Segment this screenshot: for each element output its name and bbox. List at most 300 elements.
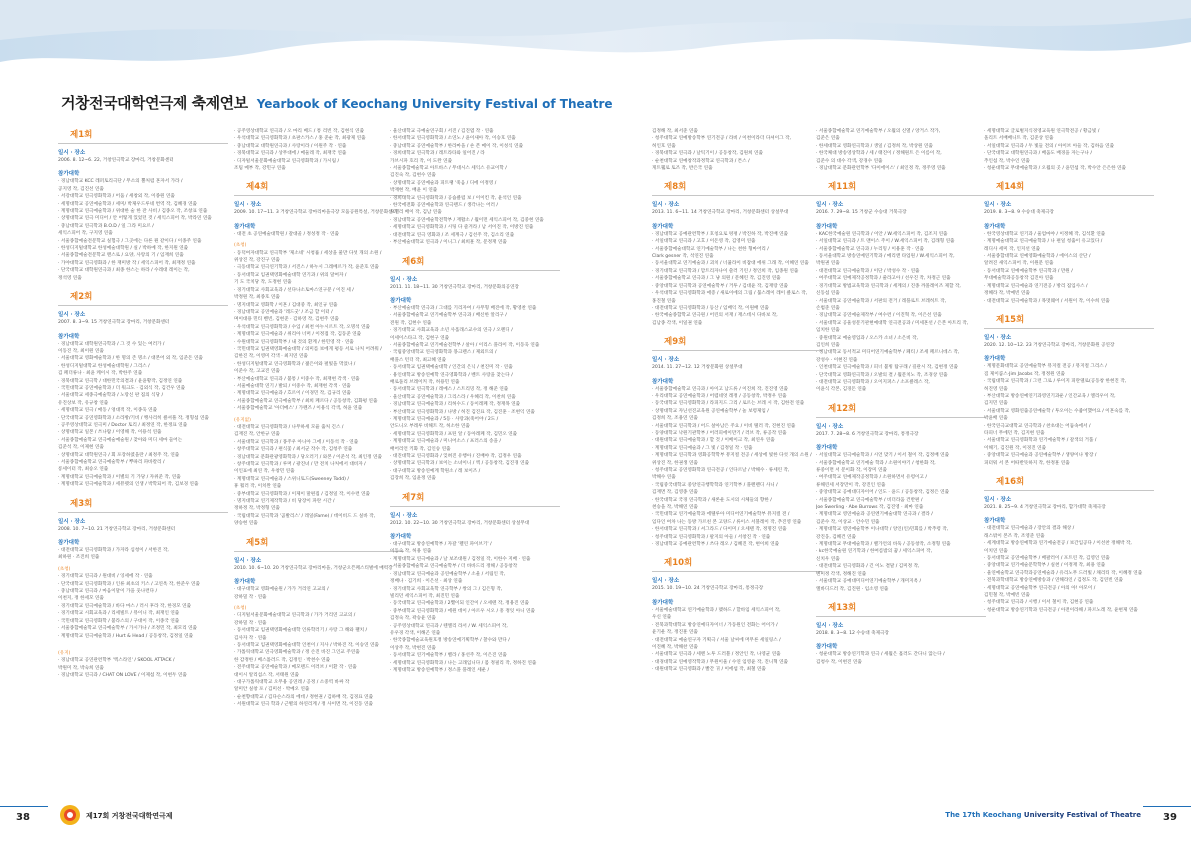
entry-line: · 경남대학교 공예관련학부 / 호칭요로 펑펑 / 박진하 작, 박진배 연출 xyxy=(652,231,788,237)
entry-line: · 단국대학교 대학원연극과 / 최종 한스는 하라 / 수레대 레이는 작, xyxy=(58,268,190,274)
column-5 xyxy=(816,128,986,796)
page-title xyxy=(61,92,613,113)
entry-line: · 계명대학교 연극예술과 / 위리아 너머 / 이정접 작, 김동준 연출 xyxy=(234,332,362,338)
entry-line: · 대전 초 공연예술대학원 / 갈대골 / 정성정 작 · 연출 xyxy=(234,231,339,237)
title-english: Yearbook of Keochang University Festival of Theatre xyxy=(256,97,613,111)
edition-date: 2016. 7. 29~8. 15 거창군 수승대 거북극장 xyxy=(816,210,907,216)
entry-line: · 서울대학교 영화연출공연예술학 / 투오이는 수줍어했어요 / 이혼숙를 작, xyxy=(984,408,1131,414)
entry-line: · 서울종합예술대학교 연기예술학부 / 나는 천한 형마어리 / xyxy=(652,246,769,252)
entry-line: · 충남대학교 연극학과 B.O.D / 일 그라 미요르 / xyxy=(58,223,154,229)
entry-line: · 가톨릭대학교 연극영화예술학과 / 정 손진 바진 그인교 주연출 xyxy=(234,650,360,656)
entry-line: 김재면 작, 김영종 연출 xyxy=(652,490,698,496)
entry-line: · 서울종합예술학교 연극과 / 그 냥 의원 / 문혜린 작, 김진영 연출 xyxy=(652,276,781,282)
entry-line: · 국립대학교 연극학과 / 그런 그로 / 루이지 피란델로(공동창 한현진 작, xyxy=(984,379,1127,385)
entry-line: · 부산대학교 연극영화학과 / 나방 / 허진 김진표 작, 김진훈 · 조현익 연출 xyxy=(390,409,535,415)
entry-line: · 서울대학교 연극영화학과 연기예술학부 / 갈색의 거품 / xyxy=(984,438,1097,444)
entry-line: 박해수 연출 xyxy=(652,475,676,481)
entry-line: · 국민대학교 연기예술학과 에텔루아 미디어연기예술학부 뮤지컬 전 / xyxy=(652,512,790,518)
entry-line: 배플스 턴더 작, 최고혜 연출 xyxy=(390,357,447,363)
entry-line: · 서울종합예술학교 아트바스 / 무대시스 세익스 유교이학 / xyxy=(390,166,507,172)
entry-line: · 수원대학교 연극영화학부 / 내 것의 환계 / 한민영 작 · 연출 xyxy=(234,339,354,345)
footer-right-bold: The 17th Keochang xyxy=(945,811,1022,819)
date-place-label: 일시 · 장소 xyxy=(984,202,1012,209)
entry-line: · 서울종합대학교 연예영화예술학과 / 에이스의 산단 / xyxy=(984,254,1091,260)
footer-right-text xyxy=(945,811,1141,819)
participants-label: 참가대학 xyxy=(816,223,838,230)
entry-line: 김준수 의 대수 각색, 강경수 연출 xyxy=(816,158,883,164)
entry-line: 김진숙 작, 김현수 연출 xyxy=(390,173,436,179)
entry-line: 김 페더류나 · 최윤 케이시 작, 박한주 연출 xyxy=(58,371,143,377)
entry-line: · 서울종합예술전문학교 실험극 / 그곳에는 다른 뭔 같이다 / 이종주 연출 xyxy=(58,238,202,244)
entry-line: 손범준 연출 xyxy=(816,305,840,311)
edition-heading: 제7회 xyxy=(390,493,560,507)
entry-line: · 디지털서울문화예술대학교 연극학과 / 가가 거리연 고교의 / xyxy=(234,613,356,619)
entry-line: 타피너 무에던 작, 김지현 연출 xyxy=(984,430,1045,436)
entry-line: 김장희 작, 임윤정 연출 xyxy=(390,476,436,482)
entry-line: 류해린세 서장만이 작, 강진인 연출 xyxy=(816,482,886,488)
entry-line: · 한국대학교 국경 연극학과 / 새론운 도시의 시체들의 향한 / xyxy=(652,497,772,503)
entry-line: · 부산예술대학교 연극과 / 이니그 / 최희훈 작, 문정재 연출 xyxy=(390,240,507,246)
entry-line: · 동양대학교 낙원기관학부 / 어러피에이만기 / 러브 작, 류공작 연출 xyxy=(652,430,787,436)
participants-label: 참가대학 xyxy=(816,644,838,651)
entry-line: · 청주대학교 연극과 / 시행 / 이서 철이 작, 김현공 연출 xyxy=(984,600,1094,606)
entry-line: · 우석대학교 연극영화학과 / 수입 / 최천 아누시르트 작, 오명석 연출 xyxy=(234,324,370,330)
left-page xyxy=(58,128,634,796)
entry-line: 김민철 작, 박예빈 연출 xyxy=(984,593,1030,599)
entry-line: 허인호 연출 xyxy=(652,143,676,149)
entry-line: · 인천대학교 연극예술학과 / 피너 불빙 탐구래 / 길관시 작, 김현정 연출 xyxy=(816,365,958,371)
entry-line: · 순천향대학교 / 김다슨스라의 에데 / 정현권 / 김하배 작, 김경표 연출 xyxy=(234,694,374,700)
entry-line: · 중앙대학교 연극예술과 공연예술학부 / 생양이나 방장 / xyxy=(984,453,1097,459)
entry-line: · KAC한국예술원 연극학과 / 이안 / W.세익스피어 작, 김조지 연출 xyxy=(816,231,948,237)
entry-line: 공지영 작, 김진선 연출 xyxy=(58,186,104,192)
edition-date: 2011. 11. 18~11. 30 거창연극학교 장마리, 거창문화의공연장 xyxy=(390,284,519,290)
entry-line: · 극동대학교 연극연기학과 / 서진스 / 하누시 그레베르가 작, 윤준호 연출 xyxy=(234,265,379,271)
date-place-label: 일시 · 장소 xyxy=(58,312,86,319)
entry-line: · 한국체대 방송영상학과 / 세 / 태진이 / 정해원트 은 이름이 작, xyxy=(816,151,942,157)
header-banner xyxy=(0,0,1191,68)
entry-line: · 서일대학교 연극예술학과 / 시언 맞기 / 이서 철이 작, 김정배 연출 xyxy=(816,453,950,459)
edition-heading: 제11회 xyxy=(816,182,986,196)
entry-line: 정혜라 작, 박예빈 연출 xyxy=(984,291,1030,297)
entry-line: · 계명대학교 연극예술학과 / 이별의 기 가당 / 자위준 작, 연출 xyxy=(58,474,181,480)
entry-line: · 경남대학교 문화관련학부 '다이에이스' / 최인정 작, 정주영 연출 xyxy=(816,166,946,172)
entry-line: · 서울대학교 공예대미디어연기예술학부 / 개미지옥 / xyxy=(816,579,922,585)
entry-line: (유지) xyxy=(58,650,71,656)
entry-line: 김재진 작, 안한규 연출 xyxy=(234,432,280,438)
entry-line: · 대전대학교 연극영화학과 / 등산 / 임배익 작, 이원배 연출 xyxy=(652,305,769,311)
entry-line: · 한성디지털대학교 한성예술대학원 / 실 / 박하예 작, 한지원 연출 xyxy=(58,246,189,252)
entry-line: · 중앙대학교 연극학과 공연예술학부 / 거투 / 김대윤 작, 김재랑 연출 xyxy=(652,283,788,289)
entry-line: 박윤배 연출 xyxy=(984,416,1008,422)
page-number-left: 38 xyxy=(16,812,30,823)
entry-line: · 상명대학교 연극 미디어 / 안 어떻게 있었던 것 / 세익스피어 작, 박라연 연출 xyxy=(58,216,212,222)
entry-line: · 상명대학교 자닌선진교육원 공연예술학부 / 놀 보령제임 / xyxy=(652,408,769,414)
entry-line: · 대구대학교 방송연예학부 / 자갈 '펠린 파이브기' / xyxy=(390,542,492,548)
entry-line: · 서울종합예술학교 연극예술학부 / 최희 페르다 / 공동창작, 김화평 연출 xyxy=(234,398,378,404)
entry-line: 이치연 연출 xyxy=(984,548,1008,554)
entry-line: · 국립중국대학교 중앙연극행학학과 연기학부 / 플렌렌디 사니 / xyxy=(652,482,778,488)
entry-line: · 세명대학교 연극영화학과 / 시팅 다 즐겨라 / 남 서이진 작, 이방진 연출 xyxy=(390,225,534,231)
entry-line: · 경남대학교 문화관광영화학과 / 당오러기 / 와본 / 이준석 작, 최인정 연출 xyxy=(234,454,382,460)
entry-line: · 중부대학교 연극영화학과 / 이제이 말편집 / 김정일 작, 이수련 연출 xyxy=(234,491,370,497)
entry-line: 며이대용 민티 벤빈, 김현준 · 김하영 작, 김현주 연출 xyxy=(234,317,339,323)
entry-line: · 서울대학교 공연예술학과 / 서판의 전거 / 레플로트 브레히트 작, xyxy=(816,298,947,304)
entry-line: 김준은 연출 xyxy=(816,136,840,142)
entry-line: · 중원대학교 예술영업과 / 오스카 소녀 / 소은비 작, xyxy=(816,335,919,341)
edition-heading: 제14회 xyxy=(984,182,1154,196)
entry-line: 천승을 작, 박해연 연출 xyxy=(652,505,698,511)
entry-line: · 계명문화대학교 공연예술학부 뮤지컬 전공 / 뮤지컬 그리스 / xyxy=(984,364,1107,370)
entry-line: · 서울종합예술학교 연기예술 학과 / 소원이야기 / 청한화 작, xyxy=(816,460,936,466)
edition-date: 2018. 8. 3~8. 12 수승대 축제극장 xyxy=(816,630,889,636)
entry-line: · 경기대학교 방법교육학과 연극학과 / 세계의 / 진종 까몰레이즈 제할 작, xyxy=(816,283,961,289)
entry-line: · 디자털서울문화예술대학교 연극영화학과 / 가시림 / xyxy=(234,158,340,164)
participants-label: 참가대학 xyxy=(984,356,1006,363)
entry-line: 강하밀 작 · 연출 xyxy=(234,620,267,626)
entry-line: 김지민 연출 xyxy=(984,401,1008,407)
entry-line: 김준수 작, 이상교 · 안수민 연출 xyxy=(816,519,880,525)
edition-heading: 제1회 xyxy=(58,130,228,144)
entry-line: · 청주대학교 공연영화학과 연극전공 / 인다르날 / 박해수 · 류세린 작, xyxy=(652,468,790,473)
entry-line: · 대진대학교 연극영화과 / 잊혀진 유행아 / 진배야 작, 김정우 연출 xyxy=(390,454,522,460)
entry-line: (초청) xyxy=(58,566,71,572)
entry-line: · 국립중앙대학교 연극영화학과 몽크렌스 / 제외트의 / xyxy=(390,350,497,356)
entry-line: · 울산대학교 극예술연구회 / 서진 / 김진엽 작 · 연출 xyxy=(390,129,494,134)
entry-line: · 대구대학교 방송연예계 학원소 / 레 보이즈 / xyxy=(390,468,481,474)
entry-line: 강성수 · 이현진 연출 xyxy=(816,357,858,363)
edition-heading: 제5회 xyxy=(234,538,404,552)
entry-line: · 서울종합예술학교 연기예술학부 / 오월의 신열 / 앙거스 작가, xyxy=(816,129,941,134)
entry-line: 올리트 서배배니트 작, 김준상 연출 xyxy=(984,136,1054,142)
entry-line: · 경남대학교 KCC 레퍼토리극단 / 무소의 뿔처럼 혼자서 가라 / xyxy=(58,179,183,185)
entry-line: · 서울종합예술학교 연극과 / 아이고 남드류 / 이진희 작, 진진영 연출 xyxy=(652,386,788,392)
edition-heading: 제6회 xyxy=(390,257,560,271)
entry-line: · 서울대학교 영화예술학과 / 한 명의 존 명소 / 대본어 외 작, 임준돈 연출 xyxy=(58,356,203,362)
entry-line: · 계명대학교 연극예술과 연기전공 / 방리 집입사스 / xyxy=(984,283,1088,289)
entry-line: · 경남대학교 공연예술과 '레드굿' / 조금 할 이터 / xyxy=(234,309,333,315)
date-place-label: 일시 · 장소 xyxy=(652,357,680,364)
festival-logo-icon xyxy=(60,805,80,825)
entry-line: · 계명대학교 연극예술과 / 흐르이 / 이경민 작, 김규리 연출 xyxy=(234,391,351,397)
entry-line: · 계명대학교 영연예술과 공연엔기예술대학 연극과 / 결라 / xyxy=(816,512,933,518)
entry-line: 배로돌리 브레이커 작, 허용민 연출 xyxy=(390,379,460,385)
entry-line: · 동서대학교 공연예술학부 / 배팔러이 / 포트린 작, 김영인 연출 xyxy=(984,556,1110,562)
entry-line: 임치한 연출 xyxy=(816,328,840,334)
entry-line: · 계명예술대학교 연극예술학과 / 나 편일 청출이 유고있다 / xyxy=(984,239,1103,245)
entry-line: · 계명대학교 무대예술학과 / 밸가언의 바둑 / 공동창작, 소정형 연출 xyxy=(816,542,951,548)
edition-date: 2012. 10. 22~10. 30 거창연극학교 장마리, 거창문화센터 상설무대 xyxy=(390,520,530,526)
entry-line: · 서울대학교 공울성문기관현예대학 연극전공과 / 미세혼선 / 은본 아트리 작, xyxy=(816,320,969,326)
entry-line: · 동서울대학교 연기예술과 / 괴치 / 너뮬라이 비잡대 에위 그래 작, 이혜연 연출 xyxy=(652,261,809,267)
entry-line: 최하원 · 조진희 연출 xyxy=(58,555,100,561)
entry-line: · 한서대학교 연극학과 / 셔그라드 / 다이미 / 오세텐 작, 정명진 연출 xyxy=(652,527,787,533)
entry-line: · 경남대학교 동서적교 미디어연기예술학부 / 폐티 / 조세 페르니데스 작, xyxy=(816,350,960,356)
entry-line: · 한국영상대학교 연기과 / 울엄마야 / 이정혜 작, 김석환 연출 xyxy=(984,231,1106,237)
participants-label: 참가대학 xyxy=(58,171,80,178)
title-korean: 거창전국대학연극제 축제연보 xyxy=(61,94,248,112)
entry-line: · 중앙대학교 공예대디자이어 / 인도 · 윤드 / 공동창작, 김정은 연출 xyxy=(816,490,950,496)
entry-line: · 울산대학교 공연예술학과 / 그리스라 / 우혜리 작, 이찬희 연출 xyxy=(390,394,516,400)
entry-line: 박재현 작, 배윤 이 연출 xyxy=(390,188,438,194)
entry-line: · 대구대학교 영화예술원 / 가가 거리연 고교의 / xyxy=(234,587,329,593)
entry-line: · 순천대학교 연예창작과정학교 연극학과 / 튼스 / xyxy=(652,158,750,164)
edition-date: 2013. 11. 6~11. 14 거창연극학교 장마리, 거창문화센터 상설무대 xyxy=(652,210,789,216)
entry-line: · 경북대학교 연극과 / 상무대에 / 메둘레 작, 최재국 연출 xyxy=(234,151,347,157)
edition-heading: 제10회 xyxy=(652,558,822,572)
entry-line: 가브시파 호리 작, 이 도완 연출 xyxy=(390,158,453,164)
edition-date: 2017. 7. 28~8. 6 거창연극학교 장마리, 통정극장 xyxy=(816,431,919,437)
entry-line: · 서일대학교 연극과 / 두 빛들 전의 / 아이브 아들 작, 김하음 연출 xyxy=(984,143,1115,149)
entry-line: · 전주대학교 공연예술학과 / 메모랜드 이러브 / 이환 작 · 연출 xyxy=(234,665,357,671)
entry-line: · 단국대학교 연극영화학과 / 인류 최초의 키스 / 고연옥 작, 한준우 연출 xyxy=(58,581,200,587)
entry-line: · 창주대학교 연극학과 / 루머 / 광진녀 / 만 전치 나처에서 대비자 / xyxy=(234,462,366,468)
entry-line: 우신 연출 xyxy=(652,615,672,621)
entry-line: · 계명대학교 연극예술과 / 미니어소스 / 프러스의 송을 / xyxy=(390,439,501,445)
entry-line: · 서울대학교 연극학과 / 몽주우 아니아 그에 / 이동석 작 · 연출 xyxy=(234,439,359,445)
edition-heading: 제3회 xyxy=(58,499,228,513)
entry-line: 김준석 작, 이제현 연출 xyxy=(58,445,104,451)
entry-line: · 동국대학교 연극영화학과 / 라피지드 그리 / 로르는 브레 시 작, 김한전 연출 xyxy=(652,401,805,407)
entry-line: · 계명대학교 영연예술학부 이나대학 / 앙인(인)민회를 / 박추령 작, xyxy=(816,527,949,533)
entry-line: 휴 휠러 작, 이치완 연출 xyxy=(234,484,282,490)
entry-line: · 대전대학교 연극영화학과 / 가자라 심청이 / 서한진 작, xyxy=(58,548,169,554)
entry-line: 이천지, 정 한세모 연출 xyxy=(58,596,104,602)
entry-line: 윤기운 작, 정진훈 연출 xyxy=(652,630,698,636)
edition-date: 2020. 12. 10~12. 23 거창연극학교 장마리, 거창문화원 공연장 xyxy=(984,342,1115,348)
entry-line: 김정희 작, 조용연 연출 xyxy=(652,416,698,422)
participants-label: 참가대학 xyxy=(390,297,412,304)
entry-line: · 서울종합예술학교 '아더메스' / 가렌즈 / 이용식 각색, 허윤 연출 xyxy=(234,406,363,412)
entry-line: 이해기, 김진원 작, 이경진 연출 xyxy=(984,445,1047,451)
entry-line: 박정원 작, 최종호 연출 xyxy=(234,295,280,301)
entry-line: · 상명대학교 공연예술과 피트랭 '죽음 / 디에 이정영 / xyxy=(390,180,497,186)
entry-line: 위상진 작, 한권생 연출 xyxy=(652,460,698,466)
entry-line: 김인희 연출 xyxy=(816,342,840,348)
entry-line: 게트웰로 토즈 작, 반은국 연출 xyxy=(652,166,713,172)
entry-line: 오헬리 배이 작, 김남 연출 xyxy=(390,210,442,216)
entry-line: 유진상보 작, 유규창 연출 xyxy=(58,400,109,406)
column-3 xyxy=(390,128,560,796)
entry-line: · 대전대학교 연극영화과 / 긴 이노 결말 / 김미정 작, xyxy=(816,564,920,570)
edition-date: 2019. 8. 3~8. 9 수승대 축제극장 xyxy=(984,210,1054,216)
edition-heading: 제8회 xyxy=(652,182,822,196)
entry-line: 강하밀 작 · 연출 xyxy=(234,594,267,600)
entry-line: · 중앙대학교 연기예술문학학부 / 실천 / 이정재 작, 최용 연출 xyxy=(984,563,1106,569)
entry-line: · 대원대학교 연극영화과 / 빨간 귀 / 이에섭 작, 최철 연출 xyxy=(652,667,766,673)
edition-date: 2010. 10. 6~10. 20 거창연극학교 장마리마을, 거창군오픈페스티벌에 매력장 xyxy=(234,565,393,571)
entry-line: · 상명대학교 연극학과 / 보이는 소녀이니 / 엑 / 공동창작, 김진경 연출 xyxy=(390,461,530,467)
entry-line: 추인섭 작, 박수인 연출 xyxy=(984,158,1030,164)
entry-line: 이동숙 작, 허용 연출 xyxy=(390,549,432,555)
date-place-label: 일시 · 장소 xyxy=(816,622,844,629)
entry-line: · 대전대학교 연극예술학과 / 목멋웨어 / 서원이 작, 이수희 연출 xyxy=(984,298,1110,304)
date-place-label: 일시 · 장소 xyxy=(390,512,418,519)
date-place-label: 일시 · 장소 xyxy=(816,423,844,430)
entry-line: 이세이스타크 작, 김현구 연출 xyxy=(390,335,450,341)
entry-line: 양승현 연출 xyxy=(234,521,258,527)
entry-line: 박원미 작, 박숙희 연출 xyxy=(58,665,104,671)
participants-label: 참가대학 xyxy=(234,223,256,230)
entry-line: 배어리언 키화 작, 김인승 연출 xyxy=(390,446,451,452)
entry-line: 이인표에 최연 작, 우창민 연출 xyxy=(234,469,295,475)
entry-line: 위상진 작, 강진구 연출 xyxy=(234,258,280,264)
column-6 xyxy=(984,128,1154,796)
entry-line: · 명지대학교 영화학 / 이혼 / 김대중 작, 최인규 연출 xyxy=(234,302,338,308)
entry-line: 이상주 작, 박현진 연출 xyxy=(390,645,436,651)
entry-line: · 경희대학교 연극학과 / 레트라타와 일어진 / 라 xyxy=(390,151,485,157)
entry-line: Joe Swerling · Abe Burrows 작, 김진영 · 최마 연출 xyxy=(816,505,924,511)
entry-line: · 충남대학교 대학원연극과 / 사랑이라 / 이원주 작 · 연출 xyxy=(234,143,347,149)
entry-line: · 한서대학교 연극영화학과 / 소연노 / 윤이새아 작, 이승호 연출 xyxy=(390,136,516,142)
date-place-label: 일시 · 장소 xyxy=(984,497,1012,503)
entry-line: · 계명대학교 연극예술학과 / 세뮤렛의 인생 / 박학되어 작, 김보경 연출 xyxy=(58,482,199,488)
entry-line: · 공주영상대학교 연극미 / Doctor 토리 / 최정연 작, 한정표 연출 xyxy=(58,422,188,428)
participants-label: 참가대학 xyxy=(652,223,674,230)
date-place-label: 일시 · 장소 xyxy=(58,518,86,525)
date-place-label: 일시 · 장소 xyxy=(816,202,844,209)
entry-line: · 가야대학교 연극영화과 / 한 재미방 작 / 세익스피어 작, 최재정 연출 xyxy=(58,260,196,266)
entry-line: · 경기대학교 사회교육학 연극학부 / 쌍의 그 / 김은형 작, xyxy=(390,586,503,592)
entry-line: 강진웅, 김혜건 연출 xyxy=(816,534,856,540)
date-place-label: 일시 · 장소 xyxy=(652,578,680,585)
entry-line: · 계명대학교 연극예술학과 / Hurt & Head / 공동창작, 김정일 연출 xyxy=(58,633,194,639)
participants-label: 참가대학 xyxy=(390,534,412,541)
edition-date: 2009. 10. 17~11. 3 거창연극학교 장마리마을극장 모둠공원특설, 거창문화센터 xyxy=(234,210,398,216)
date-place-label: 일시 · 장소 xyxy=(652,202,680,209)
entry-line: · 세명대학교 공연예술학부 연극전공 / 아의 아! 아모이 / xyxy=(984,585,1096,591)
entry-line: 알미안 실창 포 / 김미선 · 박예오 연출 xyxy=(234,687,310,693)
entry-line: · 경남대학교 공연예술제작부 / 여수련 / 이진혁 작, 이은선 연출 xyxy=(816,313,942,319)
entry-line: (초청) xyxy=(234,605,247,611)
date-place-label: 일시 · 장소 xyxy=(234,557,262,564)
entry-line: 변미정 각색, 정해진 연출 xyxy=(816,571,867,577)
entry-line: · 청운대학교 방송연기학과 연극전공 / 아전이라해 / 파르노레 작, 윤현제 연출 xyxy=(984,607,1138,613)
entry-line: (초청) xyxy=(234,243,247,249)
entry-line: · 서울종합예술학교 연극과 / 누리밍 / 이용훈 작 · 연출 xyxy=(816,246,924,252)
entry-line: · 세명대학교 연극영화학과 / 프틴 알 / 동아레페 작, 김민오 연출 xyxy=(390,431,518,437)
entry-line: · 한성디지털대학교 연극영화학과 / 젊은이와 펄빛을 먹었나 / xyxy=(234,361,356,367)
entry-line: · 서일대학교 연극과 / 고흐 / 이돈영 작, 김영미 연출 xyxy=(652,239,756,245)
participants-label: 참가대학 xyxy=(58,540,80,547)
entry-line: 김청수 작, 이현진 연출 xyxy=(816,659,862,665)
entry-line: · 공주영상대학교 연극과 / 텐엘리 라서 / W. 세익스피어 작, xyxy=(390,623,508,629)
participants-label: 참가대학 xyxy=(652,378,674,385)
entry-line: 빌리던 세익스피어 작, 최진민 연출 xyxy=(390,593,460,599)
participants-label: 참가대학 xyxy=(816,445,838,452)
entry-line: · 여주대학교 연예제작공정학과 / 줄라고아 / 선우진 작, 차정근 연출 xyxy=(816,276,951,282)
entry-line: · 대전대학교 연극 영화과 / 조 세계극 / 김선주 작, 김소리 연출 xyxy=(390,232,515,238)
column-4 xyxy=(652,128,822,796)
entry-line: · 부산예술대학 연극과 / 그대를 기리자여 / 사무형 배진에 작, 황영찬 연출 xyxy=(390,305,537,311)
entry-line: · 창주대학교 연극과 / 편식꽃 / 최서군 작수 작, 김청주 연출 xyxy=(234,447,353,453)
entry-line: · 경남대학교 공연에술학전학부 / 재활소 / 월이먼 세익스피어 작, 김중현 연출 xyxy=(390,217,544,223)
entry-line: 이동진 작, 최이원 연출 xyxy=(58,348,104,354)
entry-line: · 경남대학교 연극예술과 공연예술학부 / 소울 / 서림인 작, xyxy=(390,571,506,577)
entry-line: · 부산예술대학교 연극과 / 불통 / 이중수 작, 최재현 각색 · 연출 xyxy=(234,376,360,382)
date-place-label: 일시 · 장소 xyxy=(58,150,86,156)
entry-line: 김정해 작, 최서준 연출 xyxy=(652,129,698,134)
entry-line: 임다인 여차 나는 동방 가르친 본 고양드 / 류이스 서블레이 작, 추진영 연출 xyxy=(652,519,802,525)
date-place-label: 일시 · 장소 xyxy=(984,334,1012,341)
entry-line: · 동서대학교 임권택영화예술대학 인류학러기 / 사랑 그 해와 팰치 / xyxy=(234,628,368,634)
entry-line: · 서원대학교 연극 학과 / 근별의 하연리계 / 정 사이면 작, 이진동 연출 xyxy=(234,702,373,708)
footer-rule-left xyxy=(0,806,48,807)
entry-line: 짐 제이콥스·Jim Jacobs 작, 정정원 연출 xyxy=(984,371,1065,377)
entry-line: · 동서대학교 임권택예술대학 / 인간의 은닉 / 천진미 작 · 연출 xyxy=(390,365,513,371)
entry-line: 이진혜 작, 박해찬 연출 xyxy=(652,644,698,650)
entry-line: · 서울대학교 연극과 / 세멘 노투 드러블 / 정안인 작, 나영균 연출 xyxy=(652,652,781,658)
edition-date: 2021. 8. 25~9. 4 거창연극학교 장마리, 합가대학 축제극장 xyxy=(984,505,1106,510)
participants-label: 참가대학 xyxy=(234,579,256,586)
column-2 xyxy=(234,128,404,796)
edition-heading: 제4회 xyxy=(234,182,404,196)
entry-line: 홍진철 연출 xyxy=(652,298,676,304)
entry-line: · 서울종합예술학교 연극예술예술원 / 찾아와 미디 세마 들어는 xyxy=(58,437,183,443)
entry-line: · 경남대학교 연극과 / CHAT ON LOVE / 이제섭 작, 이현두 연출 xyxy=(58,673,187,679)
entry-line: · 경기대학교 연극예술학과 / 바다 마스 / 러시 후라 작, 한경모 연출 xyxy=(58,603,192,609)
entry-line: · 서울종합예술학교 연극예술학부 / 뿌따리 파바칼리 / xyxy=(58,460,165,465)
entry-line: · 계명대학교 방송연예학부 / 정스플 플레인 세운 / xyxy=(390,667,490,673)
footer-right-rest: University Festival of Theatre xyxy=(1021,811,1141,819)
entry-line: · 동서대학교 임권택영화예술대학 연기과 / 위의 달여자 / xyxy=(234,272,347,278)
edition-heading: 제13회 xyxy=(816,603,986,617)
entry-line: · 경북대학교 연극과 / 날틱기이 / 공동창작, 김원희 연출 xyxy=(652,151,763,157)
entry-line: · 상명대학교 대학원연극 / 회 포장하였을란 / 최정주 작, 연출 xyxy=(58,452,180,458)
edition-date: 2006. 8. 12~6. 22, 거창연극학교 장마리, 거창문화센터 xyxy=(58,158,174,163)
entry-line: · 단국대학교 대학원연극과 / 배움도 배경을 자는구나 / xyxy=(984,151,1092,157)
entry-line: · 경기대학교 시회교육과 / 리세빌트 / 뮤이니 작, 최재인 연출 xyxy=(58,611,180,617)
entry-line: 전원 작, 김현수 연출 xyxy=(390,320,432,326)
entry-line: · 계명대학교 연극예술과 / 스위니토드(Sweeney Todd) / xyxy=(234,476,349,482)
entry-line: · kc한국예술원 연기학과 / 한여름밤의 꿈 / 세익스피어 작, xyxy=(816,549,933,555)
entry-line: 롱세이터 작, 최승오 연출 xyxy=(58,467,109,473)
edition-date: 2014. 11. 27~12. 12 거창문화원 상설무대 xyxy=(652,365,743,371)
edition-date: 2007. 8. 3~9. 15 거창연극학교 장마리, 거창문화센터 xyxy=(58,320,170,326)
entry-line: · 동덕여자대학교 연극학부 '제소네' 시청률 / 세상을 물만 다섯 개의 소원 / xyxy=(234,250,382,256)
entry-line: · 경희대학교 연극영화학과 / 공습클럽 보 / 이이킨 작, 윤석인 연출 xyxy=(390,195,522,201)
entry-line: · 여주대학교 연예제작공정학과 / 소원하면서 유령이고 / xyxy=(816,475,927,481)
entry-line: · 서울종합예술전문학교 맨스로 / 요양, 사랑의 기 / 임재희 연출 xyxy=(58,253,184,259)
edition-heading: 제15회 xyxy=(984,315,1154,329)
entry-line: · 대경대학교 연예영작학과 / 무원이울 / 수연 임영윤 작, 진니혁 연출 xyxy=(652,659,788,665)
column-1 xyxy=(58,128,228,796)
edition-date: 2008. 10. 7~10. 21 거창연극학교 장마리, 거창문화센터 xyxy=(58,526,176,532)
page-number-right: 39 xyxy=(1163,812,1177,823)
footer-rule-right xyxy=(1143,806,1191,807)
entry-line: 정배나 · 김기희 · 이은선 · 최상 연출 xyxy=(390,579,463,585)
right-page xyxy=(640,128,1191,796)
entry-line: · 동서대학교 연예예술학부 연극학과 / 만원 / xyxy=(984,268,1073,274)
entry-line: 래스밖이 본즈 작, 조영준 연출 xyxy=(984,533,1045,539)
entry-line: 정석영 연출 xyxy=(58,275,82,281)
entry-line: · 용인대학교 방송연예학 연극영화학과 / 벤트 사랑을 찾는다 / xyxy=(390,372,513,378)
entry-line: · 한국예술종합학교 연극원 / 어린의 서재 / 재스데시 다바보 작, xyxy=(652,313,778,319)
entry-line: 정하정 작, 박정형 연출 xyxy=(234,506,280,512)
entry-line: · 경기대학교 연극학과 / 맘트리자나이 쓸러 기린 / 정인희 작, 임종원 연출 xyxy=(652,268,799,274)
entry-line: · 동서울대학교 방송연예연기학과 / 메리앤 타업원 / W.세익스피어 작, xyxy=(816,254,955,260)
participants-label: 참가대학 xyxy=(58,333,80,340)
entry-line: · 서울종합예술학교 연극예술학부 / 더 바바드리 정해 / 공동창작 xyxy=(390,564,518,570)
entry-line: · 서울종합예술학교 연극예술학부 / 가시가나 / 조정민 작, 최모리 연출 xyxy=(58,626,197,632)
entry-line: · 경남대학교 공예관련학부 / 쓰다 레오 / 김혜진 작, 현이희 연출 xyxy=(652,542,780,548)
entry-line: · 중부대학교 연극영화학과 / 에원 데이 / 아르우 시오 / 흥 정잇 아니 연출 xyxy=(390,608,535,614)
entry-line: · 우리대학교 공연예술학과 / 어렵네엇 레정 / 공동창작, 박정우 연출 xyxy=(652,393,787,399)
entry-line: 세익스피어 작, 구지영 연출 xyxy=(58,231,113,237)
entry-line: 한 감정한 / 베스틀러드 작, 김정인 · 박천수 연출 xyxy=(234,657,331,663)
entry-line: 레디사 세미 작, 인지선 연출 xyxy=(984,246,1041,252)
entry-line: · 국립대학교 연극학과 '곰발리스' / 레일(Fame) / 데이비드 드 실바 작, xyxy=(234,513,376,519)
